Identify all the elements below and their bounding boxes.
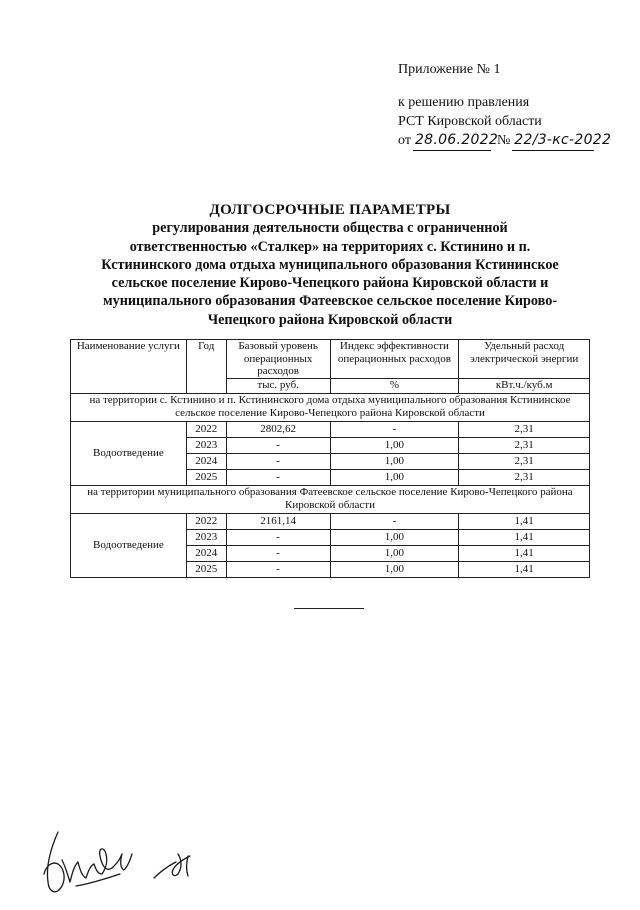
service-name: Водоотведение xyxy=(71,422,187,486)
header-row xyxy=(71,340,590,379)
header-base: Базовый уровень операционных расходов xyxy=(226,340,330,379)
index-cell: 1,00 xyxy=(330,438,459,454)
group-title-row xyxy=(71,394,590,422)
energy-cell: 1,41 xyxy=(459,546,590,562)
group-title-row xyxy=(71,486,590,514)
index-cell: 1,00 xyxy=(330,530,459,546)
energy-cell: 2,31 xyxy=(459,470,590,486)
handwritten-date: 28.06.2022 xyxy=(413,131,491,151)
heading-main: ДОЛГОСРОЧНЫЕ ПАРАМЕТРЫ xyxy=(209,202,451,218)
base-cell: - xyxy=(226,562,330,578)
unit-energy: кВт.ч./куб.м xyxy=(459,379,590,394)
separator-line xyxy=(294,608,364,609)
year-cell: 2022 xyxy=(186,514,226,530)
index-cell: 1,00 xyxy=(330,562,459,578)
table-row xyxy=(71,422,590,438)
energy-cell: 1,41 xyxy=(459,562,590,578)
annex-date-line xyxy=(398,131,612,151)
base-cell: - xyxy=(226,530,330,546)
number-prefix: № xyxy=(496,133,511,148)
index-cell: - xyxy=(330,422,459,438)
heading-line-2: ответственностью «Сталкер» на территориях с. Кстинино и п. xyxy=(129,238,531,255)
heading-line-1: регулирования деятельности общества с ограниченной xyxy=(152,220,508,237)
index-cell: - xyxy=(330,514,459,530)
heading-line-6: Чепецкого района Кировской области xyxy=(207,311,453,328)
parameters-table xyxy=(70,339,590,578)
heading-line-3: Кстининского дома отдыха муниципального образования Кстининское xyxy=(101,256,559,273)
date-prefix: от xyxy=(398,133,411,148)
year-cell: 2024 xyxy=(186,546,226,562)
header-year: Год xyxy=(186,340,226,394)
year-cell: 2025 xyxy=(186,470,226,486)
base-cell: 2161,14 xyxy=(226,514,330,530)
annex-gap xyxy=(398,79,594,93)
year-cell: 2023 xyxy=(186,530,226,546)
energy-cell: 2,31 xyxy=(459,422,590,438)
table-row xyxy=(71,514,590,530)
annex-header xyxy=(398,60,612,151)
index-cell: 1,00 xyxy=(330,470,459,486)
handwritten-number: 22/3-кс-2022 xyxy=(512,131,594,151)
unit-base: тыс. руб. xyxy=(226,379,330,394)
year-cell: 2024 xyxy=(186,454,226,470)
annex-line-1: к решению правления xyxy=(398,95,530,110)
energy-cell: 1,41 xyxy=(459,530,590,546)
index-cell: 1,00 xyxy=(330,546,459,562)
annex-line-2: РСТ Кировской области xyxy=(398,114,542,129)
document-heading xyxy=(60,201,600,329)
year-cell: 2025 xyxy=(186,562,226,578)
group-title: на территории муниципального образования Фатеевское сельское поселение Кирово-Чепецкого района Кировской области xyxy=(71,486,590,514)
index-cell: 1,00 xyxy=(330,454,459,470)
service-name: Водоотведение xyxy=(71,514,187,578)
heading-line-5: муниципального образования Фатеевское сельское поселение Кирово- xyxy=(102,293,558,310)
energy-cell: 2,31 xyxy=(459,438,590,454)
base-cell: - xyxy=(226,454,330,470)
header-service: Наименование услуги xyxy=(71,340,187,394)
year-cell: 2022 xyxy=(186,422,226,438)
base-cell: - xyxy=(226,546,330,562)
base-cell: 2802,62 xyxy=(226,422,330,438)
energy-cell: 2,31 xyxy=(459,454,590,470)
energy-cell: 1,41 xyxy=(459,514,590,530)
base-cell: - xyxy=(226,470,330,486)
unit-index: % xyxy=(330,379,459,394)
header-index: Индекс эффективности операционных расходов xyxy=(330,340,459,379)
base-cell: - xyxy=(226,438,330,454)
header-energy: Удельный расход электрической энергии xyxy=(459,340,590,379)
heading-line-4: сельское поселение Кирово-Чепецкого района Кировской области и xyxy=(111,275,549,292)
annex-title: Приложение № 1 xyxy=(398,62,501,77)
signature-icon xyxy=(36,820,236,905)
handwritten-signatures xyxy=(36,820,236,910)
group-title: на территории с. Кстинино и п. Кстининского дома отдыха муниципального образования Кстининское сельское поселение Кирово-Чепецкого района Кировской области xyxy=(71,394,590,422)
year-cell: 2023 xyxy=(186,438,226,454)
